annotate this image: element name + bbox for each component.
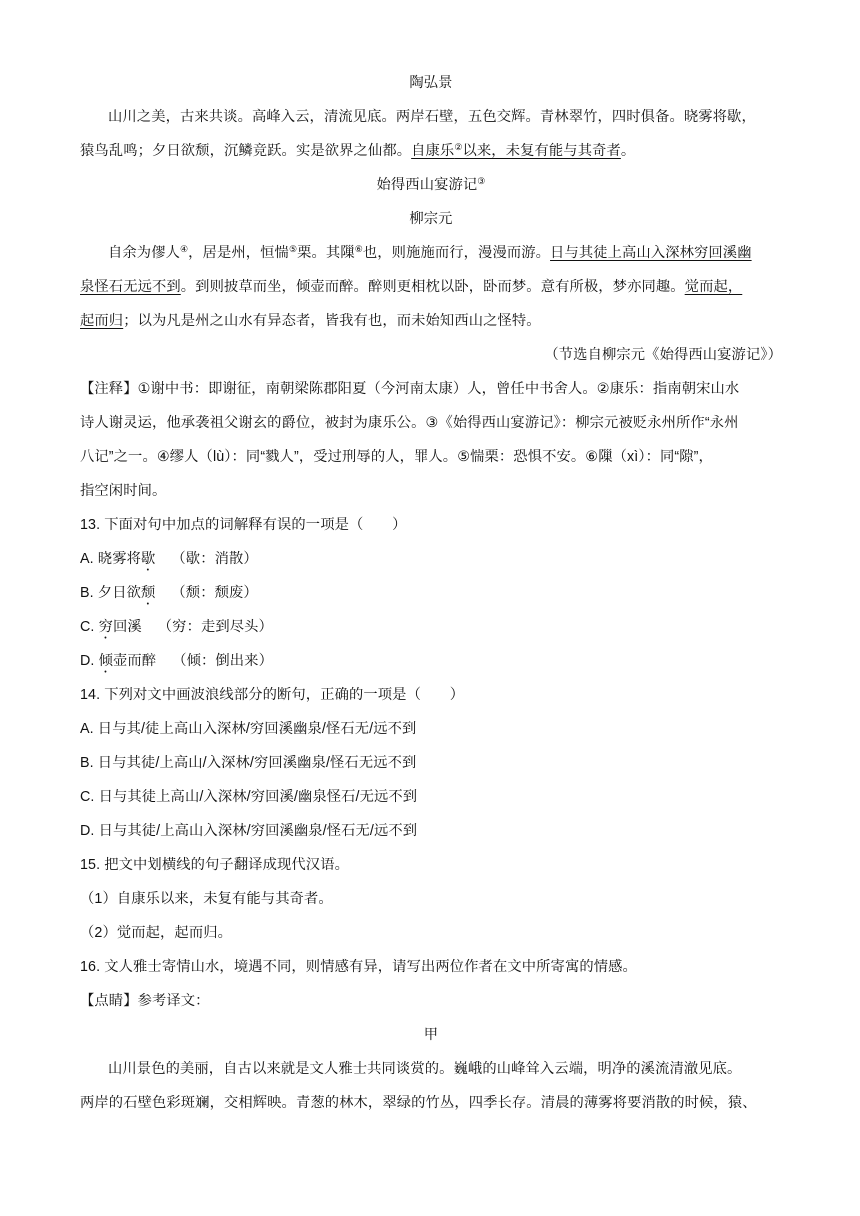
footnote-mark-2: ② bbox=[454, 143, 463, 153]
q16-stem: 16. 文人雅士寄情山水，境遇不同，则情感有异，请写出两位作者在文中所寄寓的情感。 bbox=[80, 959, 637, 975]
notes-line-1: 【注释】①谢中书：即谢征，南朝梁陈郡阳夏（今河南太康）人，曾任中书舍人。②康乐：指南朝宋山水 bbox=[80, 381, 740, 397]
jia-plain-text: 猿鸟乱鸣；夕日欲颓，沉鳞竞跃。实是欲界之仙都。 bbox=[80, 143, 412, 159]
jia-text-line-2: 猿鸟乱鸣；夕日欲颓，沉鳞竞跃。实是欲界之仙都。自康乐②以来，未复有能与其奇者。 bbox=[80, 143, 636, 159]
notes-line-3: 八记”之一。④缪人（lù）：同“戮人”，受过刑辱的人，罪人。⑤惴栗：恐惧不安。⑥隟（xì）：同“隙”， bbox=[80, 449, 713, 465]
yi-wavy-part-1: 日与其徒上高山入深林穷回溪幽 bbox=[550, 245, 752, 261]
jia-author: 陶弘景 bbox=[409, 75, 453, 91]
yi-title: 始得西山宴游记③ bbox=[376, 177, 486, 193]
yi-underlined-sentence-2: 起而归 bbox=[80, 313, 124, 329]
q14-option-a: A. 日与其/徒上高山入深林/穷回溪幽泉/怪石无/远不到 bbox=[80, 721, 417, 737]
q13-option-d: D. 倾壶而醉 （倾：倒出来） bbox=[80, 653, 273, 669]
yi-wavy-part-2: 泉怪石无远不到 bbox=[80, 279, 181, 295]
q15-sentence-2: （2）觉而起，起而归。 bbox=[80, 925, 233, 941]
jia-underlined-sentence: 自康乐②以来，未复有能与其奇者 bbox=[411, 143, 621, 159]
q14-option-d: D. 日与其徒/上高山入深林/穷回溪幽泉/怪石无/远不到 bbox=[80, 823, 418, 839]
q13-option-a: A. 晓雾将歇 （歇：消散） bbox=[80, 551, 258, 567]
q13-option-b: B. 夕日欲颓 （颓：颓废） bbox=[80, 585, 258, 601]
q15-stem: 15. 把文中划横线的句子翻译成现代汉语。 bbox=[80, 857, 349, 873]
q14-option-c: C. 日与其徒上高山/入深林/穷回溪/幽泉怪石/无远不到 bbox=[80, 789, 418, 805]
translation-line-1: 山川景色的美丽，自古以来就是文人雅士共同谈赏的。巍峨的山峰耸入云端，明净的溪流清澈见底。 bbox=[108, 1061, 742, 1077]
notes-line-4: 指空闲时间。 bbox=[80, 483, 167, 499]
yi-text-line-1: 自余为僇人④，居是州，恒惴⑤栗。其隟⑥也，则施施而行，漫漫而游。日与其徒上高山入深林穷回溪幽 bbox=[108, 245, 752, 261]
analysis-heading: 甲 bbox=[423, 1027, 439, 1043]
q15-sentence-1: （1）自康乐以来，未复有能与其奇者。 bbox=[80, 891, 333, 907]
q13-option-c: C. 穷回溪 （穷：走到尽头） bbox=[80, 619, 273, 635]
jia-text-line-1: 山川之美，古来共谈。高峰入云，清流见底。两岸石壁，五色交辉。青林翠竹，四时俱备。晓雾将歇， bbox=[108, 109, 756, 125]
yi-text-line-2: 泉怪石无远不到。到则披草而坐，倾壶而醉。醉则更相枕以卧，卧而梦。意有所极，梦亦同趣。觉而起， bbox=[80, 279, 743, 295]
q14-stem: 14. 下列对文中画波浪线部分的断句，正确的一项是（ ） bbox=[80, 687, 465, 703]
notes-label: 【注释】 bbox=[80, 381, 138, 397]
document-page bbox=[80, 66, 782, 1120]
yi-author: 柳宗元 bbox=[409, 211, 453, 227]
yi-text-line-3: 起而归；以为凡是州之山水有异态者，皆我有也，而未始知西山之怪特。 bbox=[80, 313, 541, 329]
notes-line-2: 诗人谢灵运，他承袭祖父谢玄的爵位，被封为康乐公。③《始得西山宴游记》：柳宗元被贬永州所作“永州 bbox=[80, 415, 739, 431]
yi-source: （节选自柳宗元《始得西山宴游记》） bbox=[544, 347, 782, 363]
yi-underlined-sentence-1: 觉而起， bbox=[684, 279, 743, 295]
analysis-label: 【点睛】参考译文： bbox=[80, 993, 210, 1009]
footnote-mark-3: ③ bbox=[477, 177, 486, 187]
q14-option-b: B. 日与其徒/上高山/入深林/穷回溪幽泉/怪石无远不到 bbox=[80, 755, 417, 771]
q13-stem: 13. 下面对句中加点的词解释有误的一项是（ ） bbox=[80, 517, 407, 533]
translation-line-2: 两岸的石壁色彩斑斓，交相辉映。青葱的林木，翠绿的竹丛，四季长存。清晨的薄雾将要消散的时候，猿、 bbox=[80, 1095, 757, 1111]
